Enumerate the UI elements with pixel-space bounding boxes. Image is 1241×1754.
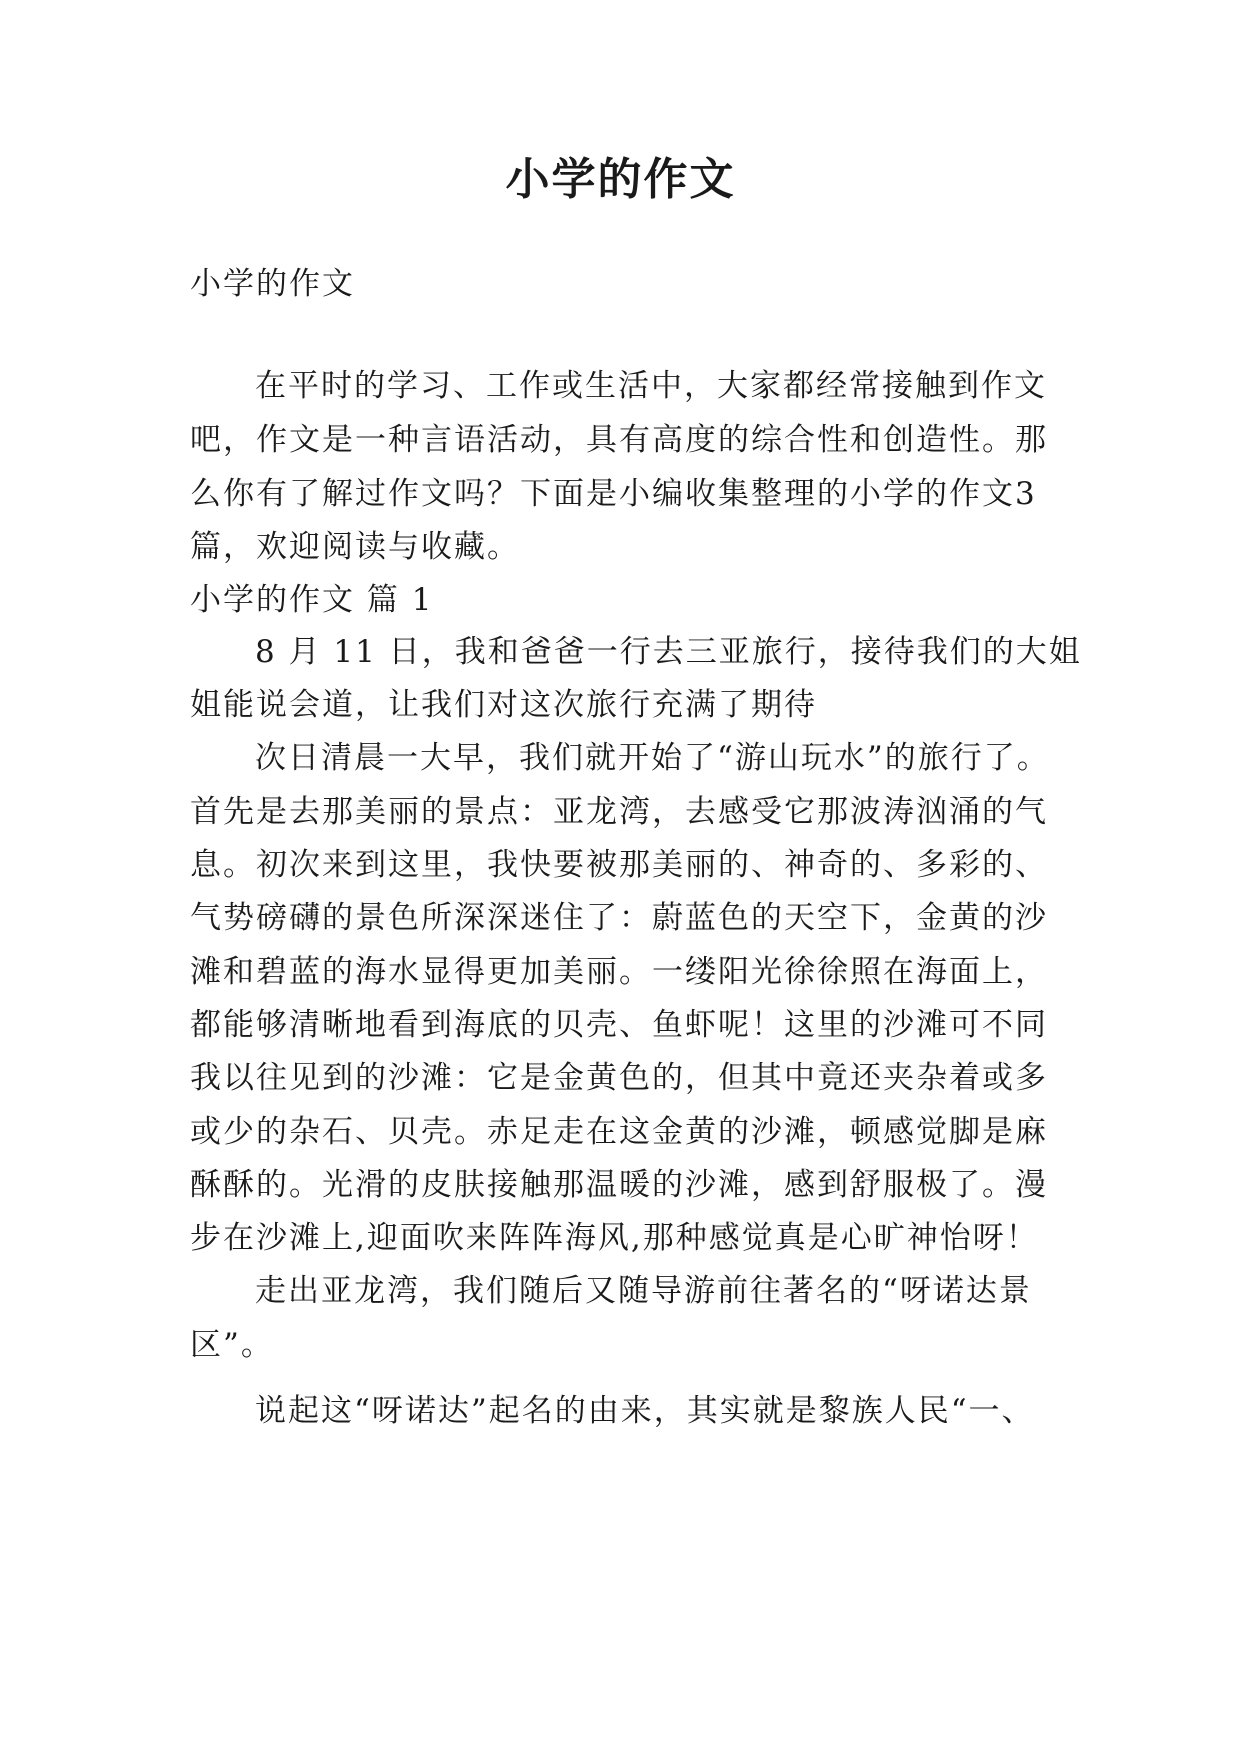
paragraph-line: 滩和碧蓝的海水显得更加美丽。一缕阳光徐徐照在海面上，: [190, 954, 1048, 990]
paragraph-line: 姐能说会道，让我们对这次旅行充满了期待: [190, 687, 817, 723]
paragraph-line: 息。初次来到这里，我快要被那美丽的、神奇的、多彩的、: [190, 847, 1048, 883]
paragraph-line: 都能够清晰地看到海底的贝壳、鱼虾呢！这里的沙滩可不同: [190, 1007, 1048, 1043]
paragraph-line: 步在沙滩上,迎面吹来阵阵海风,那种感觉真是心旷神怡呀！: [190, 1220, 1039, 1256]
section-heading: 小学的作文 篇 1: [190, 582, 434, 618]
paragraph-line: 气势磅礴的景色所深深迷住了：蔚蓝色的天空下，金黄的沙: [190, 900, 1048, 936]
paragraph-line: 走出亚龙湾，我们随后又随导游前往著名的“呀诺达景: [255, 1273, 1032, 1309]
paragraph-line: 首先是去那美丽的景点：亚龙湾，去感受它那波涛汹涌的气: [190, 794, 1048, 830]
paragraph-line: 在平时的学习、工作或生活中，大家都经常接触到作文: [255, 368, 1047, 404]
document-subtitle: 小学的作文: [190, 266, 355, 302]
paragraph-line: 次日清晨一大早，我们就开始了“游山玩水”的旅行了。: [255, 740, 1050, 776]
paragraph-line: 8 月 11 日，我和爸爸一行去三亚旅行，接待我们的大姐: [255, 634, 1082, 670]
paragraph-line: 说起这“呀诺达”起名的由来，其实就是黎族人民“一、: [255, 1393, 1035, 1429]
paragraph-line: 或少的杂石、贝壳。赤足走在这金黄的沙滩，顿感觉脚是麻: [190, 1114, 1048, 1150]
paragraph-line: 篇，欢迎阅读与收藏。: [190, 529, 520, 565]
paragraph-line: 么你有了解过作文吗？下面是小编收集整理的小学的作文3: [190, 476, 1037, 512]
paragraph-line: 我以往见到的沙滩：它是金黄色的，但其中竟还夹杂着或多: [190, 1060, 1048, 1096]
paragraph-line: 区”。: [190, 1327, 274, 1363]
paragraph-line: 吧，作文是一种言语活动，具有高度的综合性和创造性。那: [190, 422, 1048, 458]
document-title: 小学的作文: [505, 154, 736, 205]
paragraph-line: 酥酥的。光滑的皮肤接触那温暖的沙滩，感到舒服极了。漫: [190, 1167, 1048, 1203]
